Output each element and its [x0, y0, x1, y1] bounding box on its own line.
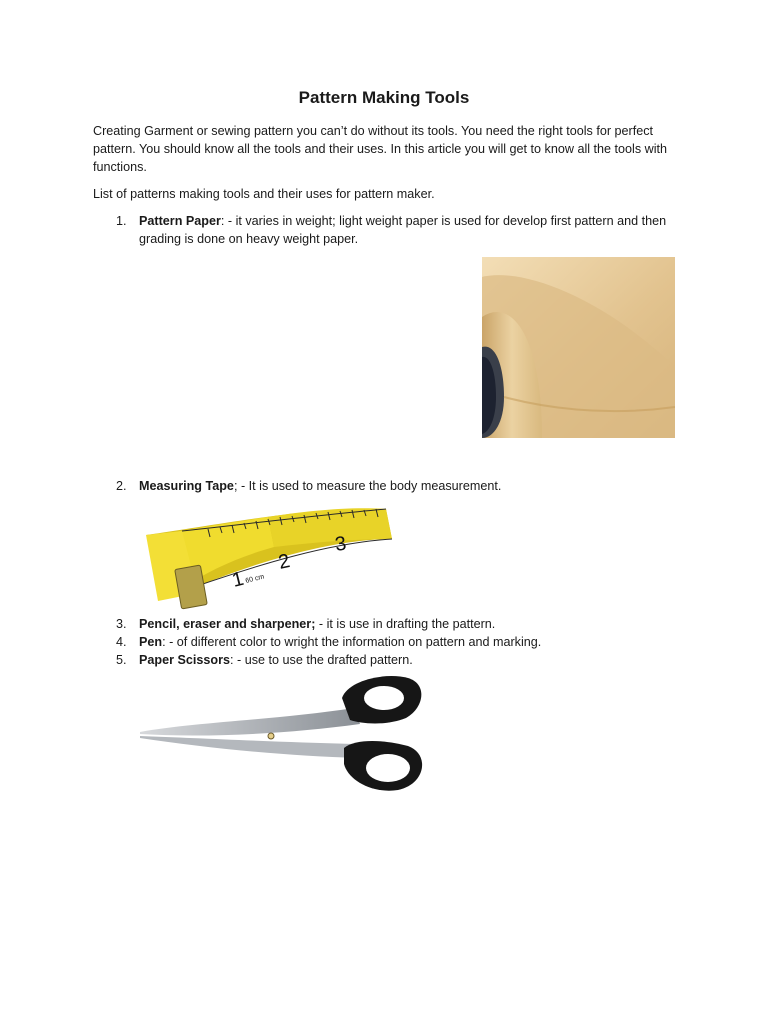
list-intro-paragraph: List of patterns making tools and their uses for pattern maker.: [93, 187, 435, 201]
tape-number-2: 2: [276, 550, 292, 574]
list-item-text: [139, 615, 676, 633]
list-item-text: [139, 477, 676, 495]
tape-number-3: 3: [333, 532, 348, 556]
list-item-term: Measuring Tape: [139, 479, 234, 493]
list-item-text: [139, 633, 676, 651]
tape-number-1: 1: [229, 567, 247, 592]
list-item-number: 5.: [116, 653, 127, 667]
list-item-text: [139, 212, 676, 248]
paper-scissors-image: [136, 672, 430, 794]
tape-unit-label: 60 cm: [244, 573, 265, 585]
list-item-term: Paper Scissors: [139, 653, 231, 667]
list-item-pattern-paper: [116, 212, 676, 248]
list-item-description: : - it varies in weight; light weight paper is used for develop first pattern and then grading is done on heavy weight paper.: [139, 214, 667, 246]
list-item-description: ; - It is used to measure the body measurement.: [233, 479, 502, 493]
list-item-description: : - use to use the drafted pattern.: [230, 653, 413, 667]
page-title: Pattern Making Tools: [298, 88, 470, 107]
pattern-paper-image: [482, 257, 675, 438]
list-item-number: 1.: [116, 214, 127, 228]
list-item-number: 4.: [116, 635, 127, 649]
list-item-pencil-eraser-sharpener: [116, 615, 676, 633]
list-item-pen: [116, 633, 676, 651]
list-item-term: Pencil, eraser and sharpener;: [139, 617, 316, 631]
measuring-tape-image: [138, 495, 398, 615]
list-item-number: 3.: [116, 617, 127, 631]
list-item-term: Pen: [139, 635, 163, 649]
list-item-number: 2.: [116, 479, 127, 493]
list-item-measuring-tape: [116, 477, 676, 495]
list-item-paper-scissors: [116, 651, 676, 669]
list-item-text: [139, 651, 676, 669]
list-item-description: : - of different color to wright the information on pattern and marking.: [162, 635, 542, 649]
list-item-term: Pattern Paper: [139, 214, 221, 228]
list-item-description: - it is use in drafting the pattern.: [315, 617, 496, 631]
intro-paragraph: Creating Garment or sewing pattern you can’t do without its tools. You need the right tools for perfect pattern. You should know all the tools and their uses. In this article you will get to know all the tools with functions.: [93, 124, 668, 174]
